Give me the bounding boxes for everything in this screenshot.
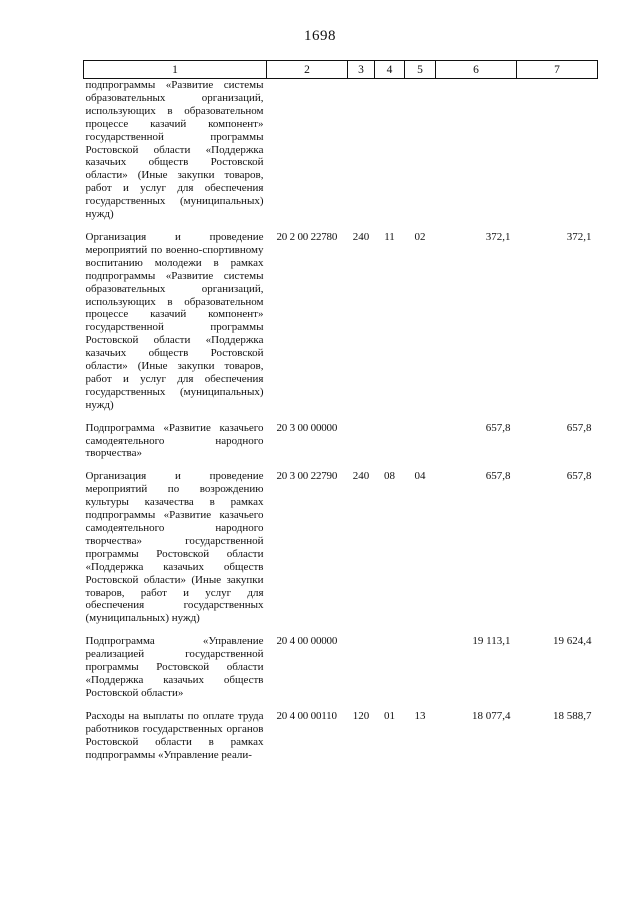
table-row xyxy=(84,231,598,412)
column-header: 7 xyxy=(517,61,598,79)
row-subsection: 13 xyxy=(414,709,426,722)
row-expense-type xyxy=(348,79,375,221)
table-row xyxy=(84,79,598,221)
row-spacer xyxy=(84,460,598,470)
row-name: Расходы на выплаты по оплате труда работников государственных органов Ростовской области в рамках подпрограммы «Управление реали- xyxy=(85,709,264,761)
row-sum-year1: 657,8 xyxy=(485,421,511,434)
table-row xyxy=(84,635,598,700)
row-sum-year1: 18 077,4 xyxy=(472,709,511,722)
row-section xyxy=(375,422,405,461)
row-sum-year1 xyxy=(436,79,517,221)
row-expense-type: 120 xyxy=(352,709,370,722)
row-code: 20 4 00 00000 xyxy=(276,635,338,648)
row-sum-year2: 657,8 xyxy=(566,470,592,483)
row-sum-year1: 19 113,1 xyxy=(472,635,511,648)
row-sum-year2: 18 588,7 xyxy=(553,709,592,722)
table-row xyxy=(84,470,598,625)
row-spacer xyxy=(84,625,598,635)
row-sum-year2: 19 624,4 xyxy=(553,635,592,648)
row-code: 20 3 00 22790 xyxy=(276,470,338,483)
row-code: 20 4 00 00110 xyxy=(276,709,337,722)
column-header: 2 xyxy=(267,61,348,79)
row-sum-year1: 372,1 xyxy=(485,230,511,243)
budget-table xyxy=(83,60,598,761)
row-subsection xyxy=(405,79,436,221)
budget-table-container xyxy=(83,60,597,761)
row-section xyxy=(375,79,405,221)
row-sum-year2: 372,1 xyxy=(566,230,592,243)
row-code: 20 3 00 00000 xyxy=(276,421,338,434)
page-number: 1698 xyxy=(304,28,336,44)
column-header: 1 xyxy=(84,61,267,79)
row-subsection: 04 xyxy=(414,470,426,483)
row-expense-type: 240 xyxy=(352,470,370,483)
row-name: Организация и проведение мероприятий по военно-спортивному воспитанию молодежи в рамках подпрограммы «Развитие системы образовательных организаций, использующих в образовательном процессе казачий компонент» государственной программы Ростовской области «Поддержка казачьих обществ Ростовской области» (Иные закупки товаров, работ и услуг для обеспечения государственных (муниципальных) нужд) xyxy=(85,230,264,411)
row-name: Организация и проведение мероприятий по возрождению культуры казачества в рамках подпрограммы «Развитие казачьего самодеятельного народного творчества» государственной программы Ростовской области «Поддержка казачьих обществ Ростовской области» (Иные закупки товаров, работ и услуг для обеспечения государственных (муниципальных) нужд) xyxy=(85,470,264,625)
row-subsection xyxy=(405,635,436,700)
column-header: 5 xyxy=(405,61,436,79)
table-row xyxy=(84,710,598,762)
row-code: 20 2 00 22780 xyxy=(276,230,338,243)
row-sum-year2: 657,8 xyxy=(566,421,592,434)
row-expense-type xyxy=(348,422,375,461)
column-header: 4 xyxy=(375,61,405,79)
column-header: 3 xyxy=(348,61,375,79)
row-sum-year2 xyxy=(517,79,598,221)
column-header: 6 xyxy=(436,61,517,79)
row-spacer xyxy=(84,412,598,422)
row-subsection: 02 xyxy=(414,230,426,243)
row-code xyxy=(267,79,348,221)
row-section: 08 xyxy=(384,470,395,483)
row-sum-year1: 657,8 xyxy=(485,470,511,483)
table-row xyxy=(84,422,598,461)
row-section: 01 xyxy=(384,709,395,722)
row-expense-type: 240 xyxy=(352,230,370,243)
row-spacer xyxy=(84,700,598,710)
row-name: Подпрограмма «Управление реализацией государственной программы Ростовской области «Поддержка казачьих обществ Ростовской области» xyxy=(85,635,264,699)
table-header-row xyxy=(84,61,598,79)
row-section: 11 xyxy=(384,230,395,243)
row-section xyxy=(375,635,405,700)
row-subsection xyxy=(405,422,436,461)
row-spacer xyxy=(84,221,598,231)
row-name: подпрограммы «Развитие системы образовательных организаций, использующих в образовательном процессе казачий компонент» государственной программы Ростовской области «Поддержка казачьих обществ Ростовской области» (Иные закупки товаров, работ и услуг для обеспечения государственных (муниципальных) нужд) xyxy=(85,79,264,221)
row-name: Подпрограмма «Развитие казачьего самодеятельного народного творчества» xyxy=(85,421,264,460)
row-expense-type xyxy=(348,635,375,700)
